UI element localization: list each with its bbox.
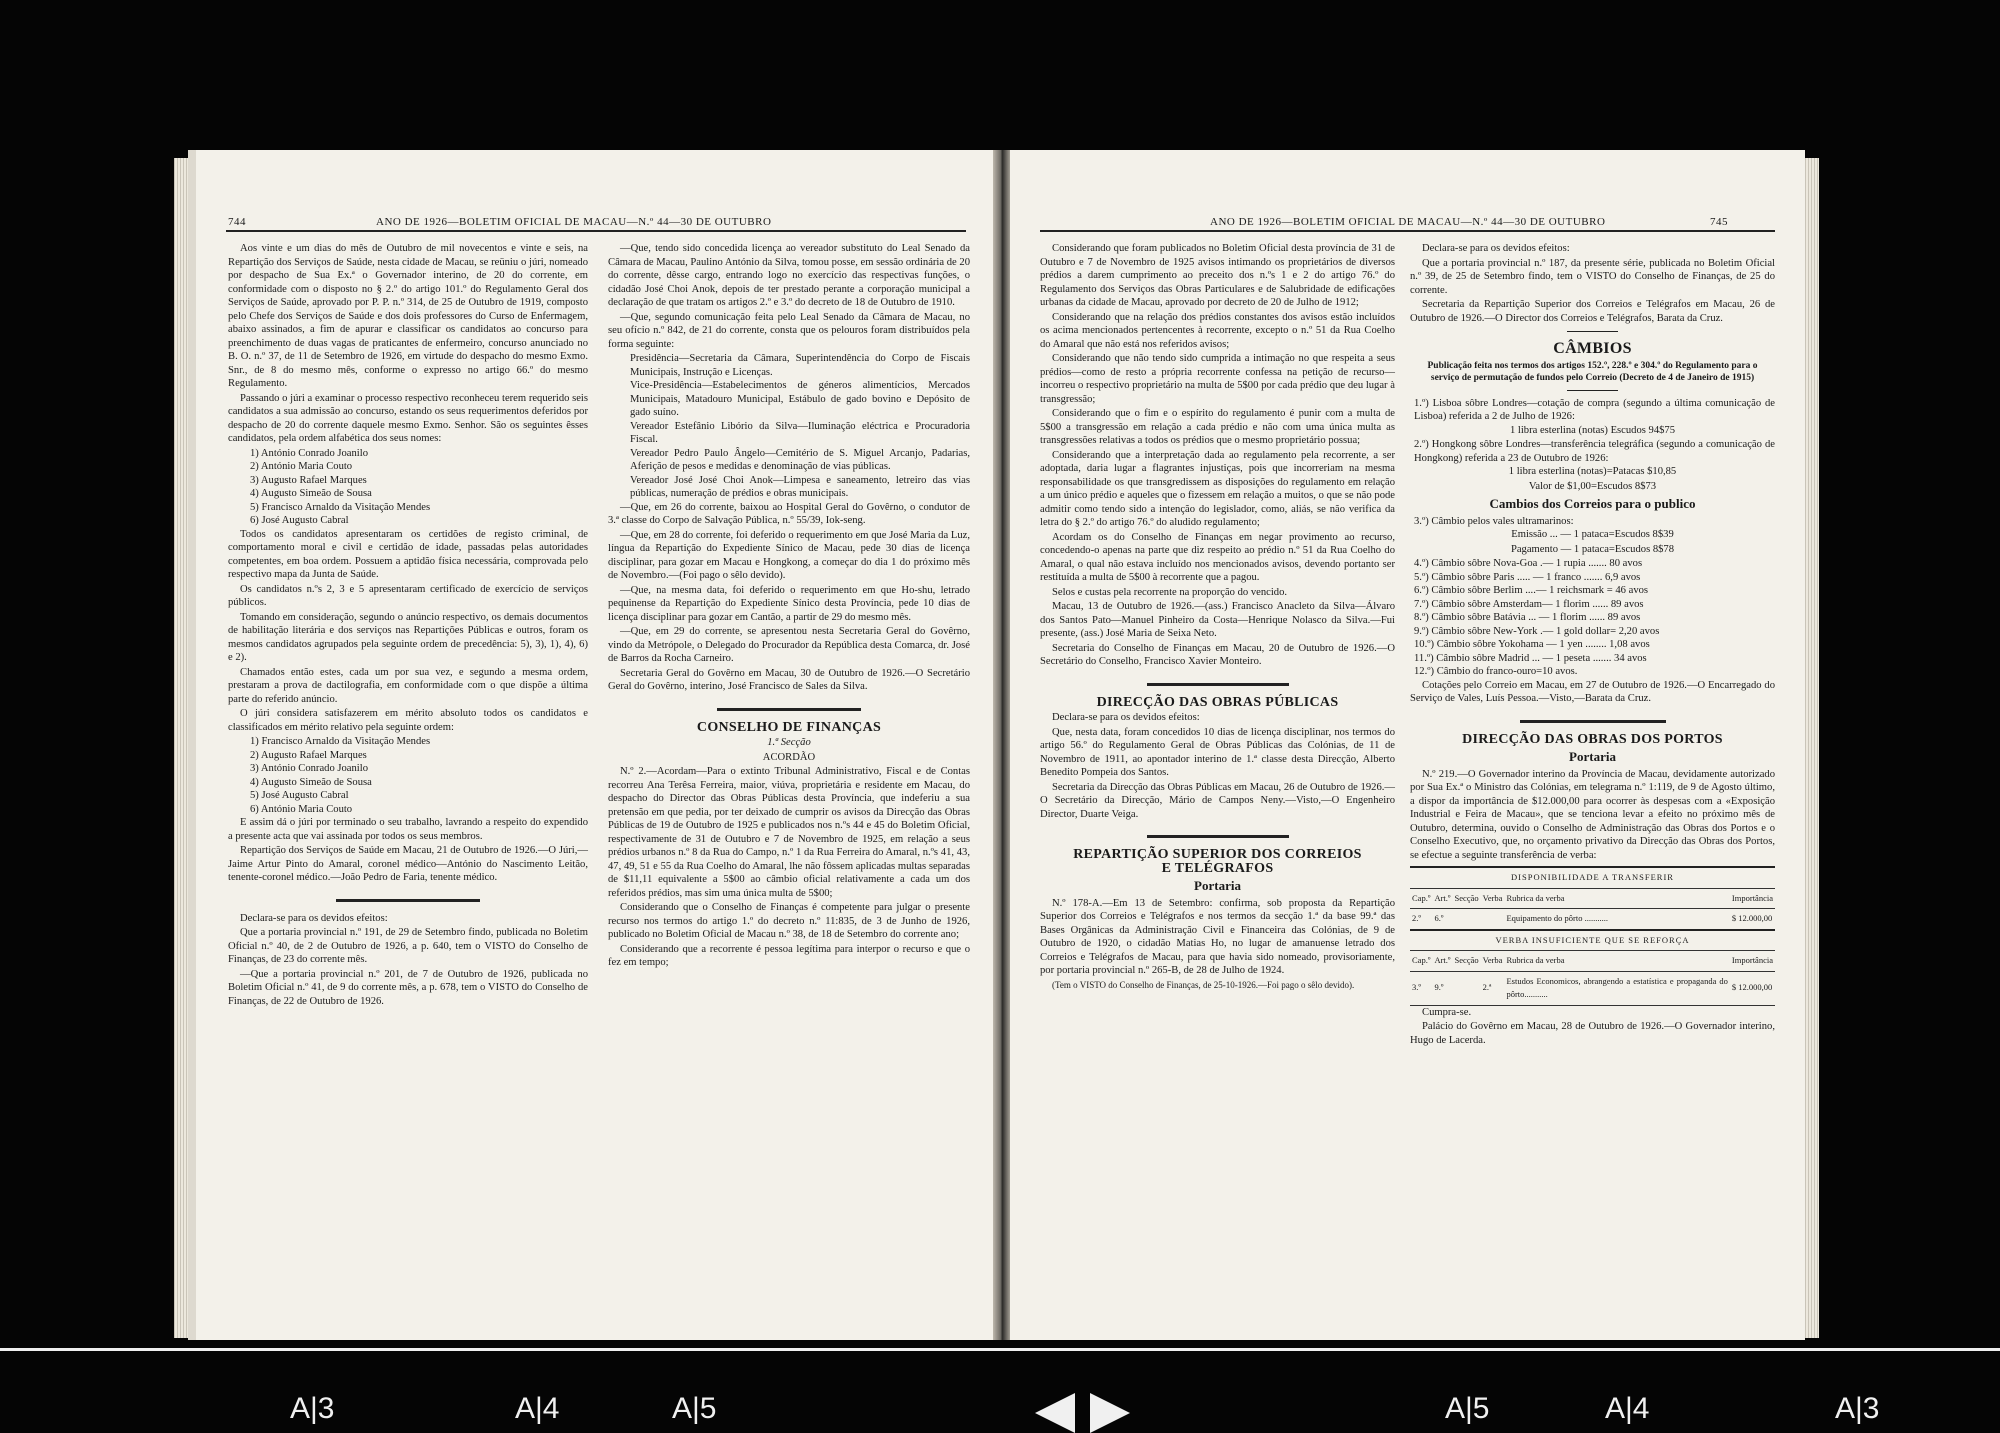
exchange-value: Emissão ... — 1 pataca=Escudos 8$39 <box>1511 529 1674 540</box>
table-band: DISPONIBILIDADE A TRANSFERIR <box>1410 867 1775 888</box>
rate-row: 5.º) Câmbio sôbre Paris ..... — 1 franco ....... 6,9 avos <box>1414 571 1641 583</box>
paragraph: Os candidatos n.ºs 2, 3 e 5 apresentaram certificado de exercício de serviços públicos. <box>228 583 588 608</box>
paragraph: Declara-se para os devidos efeitos: <box>1422 243 1570 254</box>
list-item: Vereador Estefânio Libório da Silva—Iluminação eléctrica e Procuradoria Fiscal. <box>630 420 970 445</box>
rate-row: 4.º) Câmbio sôbre Nova-Goa .— 1 rupia ....... 80 avos <box>1414 558 1643 569</box>
paragraph: Considerando que a recorrente é pessoa legítima para interpor o recurso e que o fez em tempo; <box>608 943 970 968</box>
paragraph: Considerando que o fim e o espírito do regulamento é punir com a multa de 5$00 a transgressão em relação a cada prédio e não com uma única multa as transgressões relativas a todos os prédios que o mesmo proprietário possua; <box>1040 408 1395 446</box>
rate-row: 12.º) Câmbio do franco-ouro=10 avos. <box>1414 666 1578 677</box>
section-title: CÂMBIOS <box>1553 340 1632 357</box>
frame-label: A|5 <box>1445 1392 1490 1425</box>
rate-row: 11.º) Câmbio sôbre Madrid ... — 1 peseta ....... 34 avos <box>1414 652 1647 664</box>
exchange-value: Valor de $1,00=Escudos 8$73 <box>1528 480 1657 492</box>
rate-row: 7.º) Câmbio sôbre Amsterdam— 1 florim ...... 89 avos <box>1414 598 1644 610</box>
section-title: REPARTIÇÃO SUPERIOR DOS CORREIOS <box>1073 847 1362 862</box>
right-column-1 <box>1040 242 1395 993</box>
paragraph: Considerando que a interpretação dada ao regulamento pela recorrente, a ser adoptada, daria lugar a flagrantes injustiças, pois que incorreriam na mesma responsabilidade os que transgredissem as disposições do regulamento em relação a um único prédio e aqueles que o fizessem em relação a muitos, o que se não pode admitir como tendo sido a intenção do legislador, como, aliás, se não verifica da letra do § 2.º do artigo 76.º do aludido regulamento; <box>1040 449 1395 528</box>
list-item: 1) Francisco Arnaldo da Visitação Mendes <box>250 736 431 747</box>
running-header: ANO DE 1926—BOLETIM OFICIAL DE MACAU—N.º 44—30 DE OUTUBRO <box>1210 216 1606 228</box>
table-cell: 2.ª <box>1481 971 1505 1005</box>
paragraph: N.º 219.—O Governador interino da Província de Macau, devidamente autorizado por Sua Ex.ª o Ministro das Colónias, em telegrama n.º 1:119, de 9 de Agosto último, a dispor da importância de $12.000,00 para ocorrer às despesas com a «Exposição Industrial e Feira de Macau», que se tenciona levar a efeito no próximo mês de Outubro, determina, ouvido o Conselho de Administração das Obras dos Portos e o Conselho Executivo, que, no orçamento privativo da Direcção das Obras dos Portos, se efectue a seguinte transferência de verba: <box>1410 768 1775 861</box>
paragraph: Declara-se para os devidos efeitos: <box>240 912 388 924</box>
table-header-row <box>1410 951 1775 972</box>
paragraph: Tomando em consideração, segundo o anúncio respectivo, os demais documentos de habilitação literária e dos serviços nas Repartições Públicas e outros, foram os mesmos candidatos agrupados pela seguinte ordem de precedência: 5), 3), 1), 4), 6) e 2). <box>228 611 588 663</box>
exchange-item: 1.º) Lisboa sôbre Londres—cotação de compra (segundo a última comunicação de Lisboa) referida a 2 de Julho de 1926: <box>1414 397 1775 422</box>
right-page <box>1010 150 1805 1340</box>
table-band: VERBA INSUFICIENTE QUE SE REFORÇA <box>1410 930 1775 951</box>
list-item: 6) José Augusto Cabral <box>250 515 349 526</box>
section-divider <box>1147 835 1289 838</box>
signature-paragraph: Secretaria da Direcção das Obras Públicas em Macau, 26 de Outubro de 1926.—O Secretário da Direcção, Mário de Campos Neny.—Visto,—O Engenheiro Director, Duarte Veiga. <box>1040 781 1395 820</box>
table-header: Rubrica da verba <box>1504 888 1729 909</box>
signature-paragraph: Repartição dos Serviços de Saúde em Macau, 21 de Outubro de 1926.—O Júri,—Jaime Artur Pinto do Amaral, coronel médico—António do Nascimento Leitão, tenente-coronel médico.—João Pedro de Faria, tenente médico. <box>228 845 588 883</box>
table-header: Secção <box>1453 888 1481 909</box>
section-title: DIRECÇÃO DAS OBRAS DOS PORTOS <box>1462 731 1723 747</box>
left-arrow-icon <box>1035 1393 1075 1433</box>
page-number: 745 <box>1710 216 1728 228</box>
section-title-line-2: E TELÉGRAFOS <box>1161 860 1274 876</box>
header-rule <box>226 230 966 232</box>
signature-paragraph: Macau, 13 de Outubro de 1926.—(ass.) Francisco Anacleto da Silva—Álvaro dos Santos Pato—Manuel Pinheiro da Costa—Henrique Nolasco da Silva.—Fui presente, (ass.) José Maria de Seixa Neto. <box>1040 601 1395 639</box>
signature-paragraph: Secretaria do Conselho de Finanças em Macau, 20 de Outubro de 1926.—O Secretário do Conselho, Francisco Xavier Monteiro. <box>1040 642 1395 667</box>
exchange-item: 2.º) Hongkong sôbre Londres—transferência telegráfica (segundo a comunicação de Hongkong) referida a 23 de Outubro de 1926: <box>1414 439 1775 464</box>
exchange-value: Pagamento — 1 pataca=Escudos 8$78 <box>1510 543 1675 555</box>
header-rule <box>1040 230 1775 232</box>
signature-paragraph: Secretaria da Repartição Superior dos Correios e Telégrafos em Macau, 26 de Outubro de 1926.—O Director dos Correios e Telégrafos, Barata da Cruz. <box>1410 299 1775 324</box>
table-cell <box>1481 909 1505 930</box>
paragraph: Aos vinte e um dias do mês de Outubro de mil novecentos e vinte e seis, na Repartição dos Serviços de Saúde, nesta cidade de Macau, se reüniu o júri, nomeado por despacho de Sua Ex.ª o Governador interino, de 20 do corrente, em conformidade com o disposto no § 2.º do artigo 101.º do Regulamento Geral dos Serviços de Saúde, aprovado por P. P. n.º 314, de 25 de Outubro de 1919, composto pelo Chefe dos Serviços de Saúde e dos dois professores do Curso de Enfermagem, abaixo assinados, a fim de apurar e classificar os candidatos ao concurso para preenchimento de duas vagas de praticantes de enfermeiro, concurso anunciado no B. O. n.º 37, de 11 de Setembro de 1926, em virtude do despacho do mesmo Exmo. Snr., de 8 do mesmo mês, conforme o expresso no artigo 66.º do mesmo Regulamento. <box>228 243 588 389</box>
section-divider <box>336 899 480 902</box>
list-item: 4) Augusto Simeão de Sousa <box>250 776 372 788</box>
table-header: Verba <box>1481 888 1505 909</box>
section-title: DIRECÇÃO DAS OBRAS PÚBLICAS <box>1096 694 1339 710</box>
table-cell: 3.º <box>1410 971 1432 1005</box>
table-cell <box>1453 909 1481 930</box>
table-cell: 2.º <box>1410 909 1432 930</box>
section-divider <box>1520 720 1666 723</box>
list-item: 3) Augusto Rafael Marques <box>250 474 367 486</box>
section-divider <box>1147 683 1289 686</box>
paragraph: Cumpra-se. <box>1422 1006 1472 1018</box>
section-subtitle: 1.ª Secção <box>767 737 811 748</box>
paragraph: Que a portaria provincial n.º 187, da presente série, publicada no Boletim Oficial n.º 39, de 25 de Setembro findo, tem o VISTO do Conselho de Finanças, de 25 do corrente. <box>1410 257 1775 296</box>
paragraph: —Que, em 26 do corrente, baixou ao Hospital Geral do Govêrno, o condutor de 3.ª classe do Corpo de Salvação Pública, n.º 55/39, Iok-seng. <box>608 501 970 526</box>
paragraph: E assim dá o júri por terminado o seu trabalho, lavrando a respeito do expendido a presente acta que vai assinada por todos os seus membros. <box>228 817 588 842</box>
right-page-edge <box>1805 158 1819 1338</box>
frame-label: A|4 <box>1605 1392 1650 1425</box>
paragraph: —Que, na mesma data, foi deferido o requerimento em que Ho-shu, letrado pequinense da Repartição do Expediente Sínico desta Província, pede 10 dias de licença disciplinar para gozar em Cantão, a partir de 29 do mesmo mês. <box>608 584 970 623</box>
section-heading: Portaria <box>1569 749 1616 764</box>
sub-heading: Cambios dos Correios para o publico <box>1489 496 1696 511</box>
table-header: Importância <box>1730 951 1775 972</box>
table-header: Art.º <box>1432 951 1452 972</box>
footer-rule <box>0 1348 2000 1351</box>
section-note: Publicação feita nos termos dos artigos 152.º, 228.º e 304.º do Regulamento para o serviço de permutação de fundos pelo Correio (Decreto de 4 de Janeiro de 1915) <box>1427 360 1758 383</box>
left-column-2 <box>608 242 970 971</box>
paragraph: Considerando que foram publicados no Boletim Oficial desta província de 31 de Outubro e 7 de Novembro de 1925 avisos intimando os proprietários de diversos prédios a darem cumprimento ao preceito dos n.ºs 1 e 2 do artigo 76.º do Regulamento dos Serviços das Obras Particulares e de Salubridade de edificações urbanas da cidade de Macau, aprovado por decreto de 20 de Julho de 1912; <box>1040 243 1395 308</box>
running-header: ANO DE 1926—BOLETIM OFICIAL DE MACAU—N.º 44—30 DE OUTUBRO <box>376 216 772 228</box>
table-cell: 9.º <box>1432 971 1452 1005</box>
paragraph: —Que, tendo sido concedida licença ao vereador substituto do Leal Senado da Câmara de Macau, Paulino António da Silva, tomou posse, em sessão ordinária de 20 do corrente, dêsse cargo, entrando logo no exercício das respectivas funções, o cidadão José Choi Anok, depois de ter prestado perante a corporação municipal a declaração de que tratam os artigos 2.º e 3.º do decreto de 18 de Outubro de 1910. <box>608 243 970 308</box>
paragraph: Todos os candidatos apresentaram os certidões de registo criminal, de comportamento moral e civil e certidão de idade, passadas pelas autoridades competentes, em boa ordem. Possuem a aptidão física necessária, comprovada pelo respectivo mapa da Junta de Saúde. <box>228 528 588 580</box>
list-item: Presidência—Secretaria da Câmara, Superintendência do Corpo de Fiscais Municipais, Instrução e Licenças. <box>630 353 970 378</box>
list-item: 4) Augusto Simeão de Sousa <box>250 488 372 499</box>
table-cell: $ 12.000,00 <box>1730 909 1775 930</box>
list-item: 6) António Maria Couto <box>250 803 353 815</box>
section-heading: Portaria <box>1194 878 1241 893</box>
table-cell <box>1453 971 1481 1005</box>
paragraph: —Que a portaria provincial n.º 201, de 7 de Outubro de 1926, publicada no Boletim Oficial n.º 41, de 9 do corrente mês, a p. 678, tem o VISTO do Conselho de Finanças, de 22 de Outubro de 1926. <box>228 968 588 1007</box>
left-page-edge <box>174 158 188 1338</box>
budget-transfer-table <box>1410 866 1775 1006</box>
paragraph: N.º 2.—Acordam—Para o extinto Tribunal Administrativo, Fiscal e de Contas recorreu Ana Terêsa Ferreira, maior, viúva, proprietária e residente em Macau, do despacho do Director das Obras Públicas desta Província, que indeferiu a sua pretensão em que pedia, por ter deixado de cumprir os avisos da Direcção das Obras Públicas de 19 de Outubro de 1925 e publicados nos n.ºs 44 e 45 do Boletim Oficial, respectivamente de 31 de Outubro e 7 de Novembro de 1925, em relação a seus prédios urbanos n.º 8 da Rua do Campo, n.º 1 da Rua Ferreira do Amaral, n.ºs 41, 43, 47, 49, 51 e 55 da Rua Coelho do Amaral, lhe não fôssem aplicadas multas separadas de $11,11 equivalente a 5$00 ao câmbio oficial relativamente a cada um dos referidos prédios, mas sim uma única multa de 5$00; <box>608 766 970 899</box>
table-cell: Equipamento do pôrto ........... <box>1504 909 1729 930</box>
table-cell: $ 12.000,00 <box>1730 971 1775 1005</box>
list-item: 3) António Conrado Joanilo <box>250 763 368 774</box>
paragraph: N.º 178-A.—Em 13 de Setembro: confirma, sob proposta da Repartição Superior dos Correios e Telégrafos e nos termos da secção 1.ª da base 99.ª das Bases Orgânicas da Administração Civil e Financeira das Colónias, de 9 de Outubro de 1920, o cidadão Matias Ho, no lugar de amanuense letrado dos Correios e Telégrafos de Macau, para que havia sido nomeado, provisoriamente, por portaria provincial n.º 265-B, de 28 de Julho de 1924. <box>1040 897 1395 976</box>
paragraph: O júri considera satisfazerem em mérito absoluto todos os candidatos e classificados em mérito relativo pela seguinte ordem: <box>228 708 588 733</box>
paragraph: Declara-se para os devidos efeitos: <box>1052 712 1200 723</box>
rate-row: 10.º) Câmbio sôbre Yokohama — 1 yen ........ 1,08 avos <box>1414 639 1650 650</box>
list-item: 2) António Maria Couto <box>250 461 353 472</box>
book-gutter <box>993 150 1010 1340</box>
paragraph: Acordam os do Conselho de Finanças em negar provimento ao recurso, concedendo-o apenas na parte que diz respeito ao prédio n.º 51 da Rua Coelho do Amaral, o qual não estava incluído nos mencionados avisos, devendo portanto ser restituída a multa de 5$00 à recorrente que a pagou. <box>1040 531 1395 583</box>
table-row <box>1410 909 1775 930</box>
signature-paragraph: Secretaria Geral do Govêrno em Macau, 30 de Outubro de 1926.—O Secretário Geral do Govêrno, interino, José Francisco de Sales da Silva. <box>608 667 970 692</box>
section-divider <box>717 708 862 711</box>
exchange-item: 3.º) Câmbio pelos vales ultramarinos: <box>1414 515 1574 527</box>
section-heading: ACORDÃO <box>762 751 816 763</box>
signature-paragraph: Palácio do Govêrno em Macau, 28 de Outubro de 1926.—O Governador interino, Hugo de Lacerda. <box>1410 1021 1775 1046</box>
paragraph: Considerando que o Conselho de Finanças é competente para julgar o presente recurso nos termos do artigo 1.º do decreto n.º 11:835, de 3 de Junho de 1926, publicado no Boletim Oficial de Macau n.º 38, de 18 de Setembro do corrente ano; <box>608 902 970 940</box>
rate-row: 9.º) Câmbio sôbre New-York .— 1 gold dollar= 2,20 avos <box>1414 625 1660 637</box>
section-divider <box>1567 390 1618 391</box>
table-header: Art.º <box>1432 888 1452 909</box>
section-title: CONSELHO DE FINANÇAS <box>696 719 882 735</box>
exchange-value: 1 libra esterlina (notas) Escudos 94$75 <box>1509 424 1676 436</box>
table-header: Importância <box>1730 888 1775 909</box>
rate-row: 8.º) Câmbio sôbre Batávia ... — 1 florim ...... 89 avos <box>1414 612 1641 623</box>
left-column-1 <box>228 242 588 1009</box>
page-number: 744 <box>228 216 246 228</box>
frame-label: A|3 <box>290 1392 335 1425</box>
paragraph: Que a portaria provincial n.º 191, de 29 de Setembro findo, publicada no Boletim Oficial n.º 40, de 2 de Outubro de 1926, a p. 640, tem o VISTO do Conselho de Finanças, de 23 do corrente mês. <box>228 927 588 965</box>
list-item: 5) José Augusto Cabral <box>250 790 349 801</box>
list-item: 2) Augusto Rafael Marques <box>250 749 367 761</box>
table-header: Secção <box>1453 951 1481 972</box>
list-item: 5) Francisco Arnaldo da Visitação Mendes <box>250 501 431 513</box>
table-row <box>1410 971 1775 1005</box>
table-header: Cap.º <box>1410 888 1432 909</box>
frame-label: A|3 <box>1835 1392 1880 1425</box>
table-header: Rubrica da verba <box>1504 951 1729 972</box>
signature-paragraph: Cotações pelo Correio em Macau, em 27 de Outubro de 1926.—O Encarregado do Serviço de Vales, Luís Pessoa.—Visto,—Barata da Cruz. <box>1410 679 1775 704</box>
note: (Tem o VISTO do Conselho de Finanças, de 25-10-1926.—Foi pago o sêlo devido). <box>1052 979 1355 990</box>
list-item: Vereador José José Choi Anok—Limpesa e saneamento, letreiro das vias públicas, numeração de prédios e obras municipais. <box>630 474 970 499</box>
paragraph: —Que, em 28 do corrente, foi deferido o requerimento em que José Maria da Luz, língua da Repartição do Expediente Sínico de Macau, pede 30 dias de licença disciplinar, para gozar em Macau e Hongkong, a começar do dia 1 do próximo mês de Novembro.—(Foi pago o sêlo devido). <box>608 529 970 581</box>
exchange-value: 1 libra esterlina (notas)=Patacas $10,85 <box>1508 466 1677 477</box>
right-arrow-icon <box>1090 1393 1130 1433</box>
table-cell: 6.º <box>1432 909 1452 930</box>
paragraph: Chamados então estes, cada um por sua vez, e segundo a mesma ordem, prestaram a prova de dactilografia, em conformidade com o que dispõe a última parte do referido anúncio. <box>228 666 588 705</box>
table-cell: Estudos Economicos, abrangendo a estatística e propaganda do pôrto........... <box>1504 971 1729 1005</box>
paragraph: —Que, em 29 do corrente, se apresentou nesta Secretaria Geral do Govêrno, vindo da Metrópole, o Delegado do Procurador da República desta Comarca, dr. José de Barros da Rocha Carneiro. <box>608 626 970 664</box>
list-item: 1) António Conrado Joanilo <box>250 447 368 459</box>
paragraph: Selos e custas pela recorrente na proporção do vencido. <box>1052 586 1288 598</box>
table-header-row <box>1410 888 1775 909</box>
table-header: Cap.º <box>1410 951 1432 972</box>
list-item: Vereador Pedro Paulo Ângelo—Cemitério de S. Miguel Arcanjo, Padarias, Aferição de pesos e medidas e denominação de vias públicas. <box>630 447 970 472</box>
paragraph: Considerando que na relação dos prédios constantes dos avisos estão incluídos os acima mencionados pertencentes à recorrente, excepto o n.º 51 da Rua Coelho do Amaral que não está nos referidos avisos; <box>1040 311 1395 350</box>
list-item: Vice-Presidência—Estabelecimentos de géneros alimentícios, Mercados Municipais, Matadouro Municipal, Estábulo de gado bovino e Depósito de gado suíno. <box>630 380 970 418</box>
section-divider <box>1567 331 1618 332</box>
paragraph: Que, nesta data, foram concedidos 10 dias de licença disciplinar, nos termos do artigo 56.º do Regulamento Geral de Obras Públicas das Colónias, de 11 de Novembro de 1911, ao apontador interino de 1.ª classe desta Direcção, Alberto Benedito Pompeia dos Santos. <box>1040 726 1395 778</box>
paragraph: —Que, segundo comunicação feita pelo Leal Senado da Câmara de Macau, no seu ofício n.º 842, de 21 do corrente, consta que os pelouros foram distribuídos pela forma seguinte: <box>608 311 970 350</box>
paragraph: Passando o júri a examinar o processo respectivo reconheceu terem requerido seis candidatos a sua admissão ao concurso, estando os seus requerimentos deferidos por despacho de 20 do corrente daquele mesmo Exmo. Senhor. São os seguintes êsses candidatos, pela ordem alfabética dos seus nomes: <box>228 392 588 444</box>
right-column-2 <box>1410 242 1775 1048</box>
left-page <box>188 150 1001 1340</box>
frame-label: A|4 <box>515 1392 560 1425</box>
frame-label: A|5 <box>672 1392 717 1425</box>
paragraph: Considerando que não tendo sido cumprida a intimação no que respeita a seus prédios—como de resto a própria recorrente confessa na petição de recurso—incorreu o respectivo proprietário na multa de 5$00 por cada prédio que deu lugar à transgressão; <box>1040 353 1395 405</box>
rate-row: 6.º) Câmbio sôbre Berlim ....— 1 reichsmark = 46 avos <box>1414 585 1649 596</box>
table-header: Verba <box>1481 951 1505 972</box>
